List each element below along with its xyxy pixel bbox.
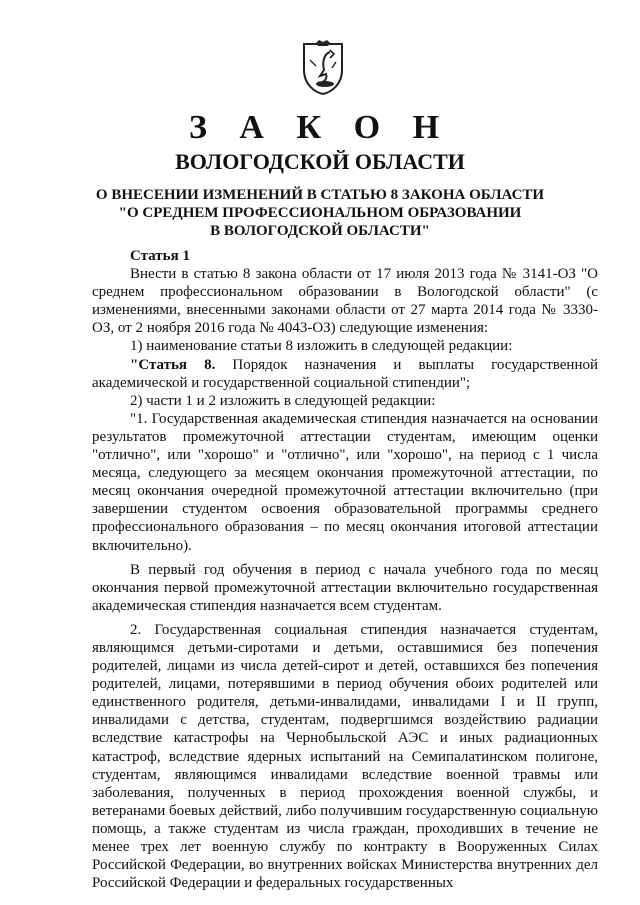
- law-title: З А К О Н: [188, 109, 452, 146]
- heading-line: В ВОЛОГОДСКОЙ ОБЛАСТИ": [210, 223, 430, 239]
- heading-line: "О СРЕДНЕМ ПРОФЕССИОНАЛЬНОМ ОБРАЗОВАНИИ: [118, 205, 522, 221]
- coat-of-arms-icon: [300, 40, 346, 96]
- paragraph: 1) наименование статьи 8 изложить в следующей редакции:: [130, 338, 513, 355]
- region-title: ВОЛОГОДСКОЙ ОБЛАСТИ: [175, 149, 465, 174]
- paragraph: 2) части 1 и 2 изложить в следующей редакции:: [130, 392, 436, 409]
- paragraph: 2. Государственная социальная стипендия назначается студентам, являющимся детьми-сиротами и детьми, оставшимися без попечения родителей, лицами из числа детей-сирот и детей, оставшихся без попечения родителей, лицами, потерявшими в период обучения обоих родителей или единственного родителя, детьми-инвалидами, инвалидами I и II групп, инвалидами с детства, студентам, подвергшимся воздействию радиации вследствие катастрофы на Чернобыльской АЭС и иных радиационных катастроф, вследствие ядерных испытаний на Семипалатинском полигоне, студентам, являющимся инвалидами вследствие военной травмы или заболевания, полученных в период прохождения военной службы, и ветеранами боевых действий, либо получившим государственную социальную помощь, а также студентам из числа граждан, проходивших в течение не менее трех лет военную службу по контракту в Вооруженных Силах Российской Федерации, во внутренних войсках Министерства внутренних дел Российской Федерации и федеральных государственных: [92, 621, 598, 892]
- paragraph: В первый год обучения в период с начала учебного года по месяц окончания первой промежуточной аттестации включительно государственная академическая стипендия назначается всем студентам.: [92, 561, 598, 614]
- quoted-article-label: "Статья 8.: [130, 356, 216, 373]
- article-title: Статья 1: [130, 248, 190, 264]
- paragraph: "1. Государственная академическая стипендия назначается на основании результатов промежуточной аттестации студентам, имеющим оценки "отлично", или "хорошо" и "отлично", или "хорошо", на период с 1 числа месяца, следующего за месяцем окончания промежуточной аттестации, по месяц окончания очередной промежуточной аттестации включительно (при завершении студентом освоения образовательной программы среднего профессионального образования – по месяц окончания итоговой аттестации включительно).: [92, 410, 598, 554]
- quoted-article-title: [92, 356, 598, 392]
- paragraph: Внести в статью 8 закона области от 17 июля 2013 года № 3141-ОЗ "О среднем профессиональном образовании в Вологодской области" (с изменениями, внесенными законами области от 27 марта 2014 года № 3330-ОЗ, от 2 ноября 2016 года № 4043-ОЗ) следующие изменения:: [92, 266, 598, 337]
- law-heading: [0, 186, 640, 240]
- heading-line: О ВНЕСЕНИИ ИЗМЕНЕНИЙ В СТАТЬЮ 8 ЗАКОНА ОБЛАСТИ: [95, 187, 545, 203]
- quoted-article-text: Порядок назначения и выплаты государственной академической и государственной социальной стипендии";: [92, 356, 598, 391]
- law-body: [92, 247, 598, 892]
